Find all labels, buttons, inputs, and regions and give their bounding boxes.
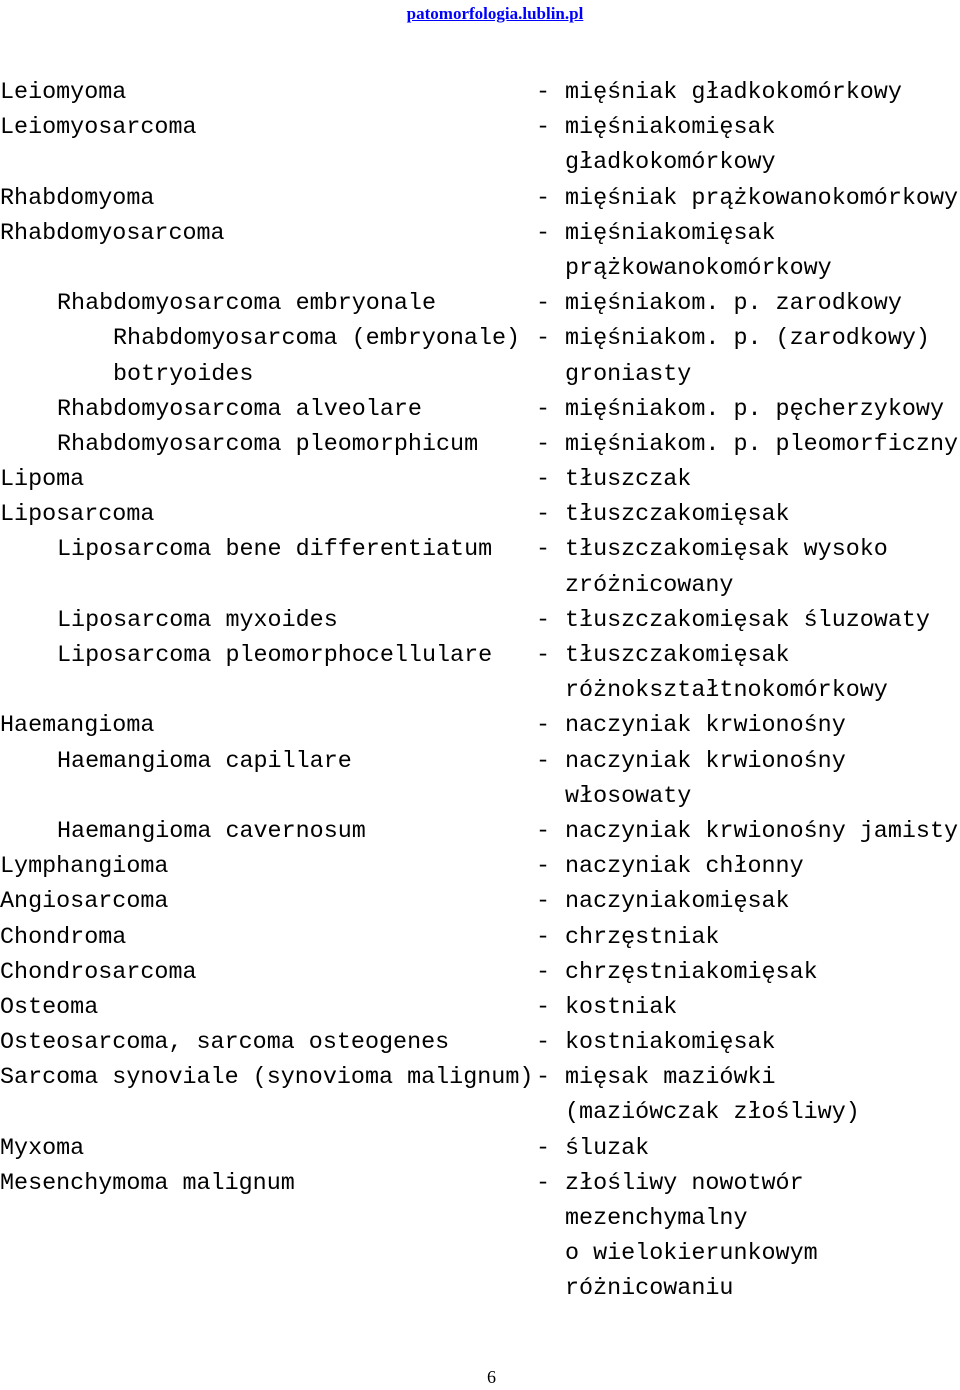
latin-term: Angiosarcoma [0,889,169,916]
term-row [0,674,960,709]
term-row [0,956,960,991]
term-row [0,358,960,393]
latin-term: Rhabdomyoma [0,185,155,212]
term-row [0,533,960,568]
term-row [0,1026,960,1061]
polish-term: tłuszczakomięsak śluzowaty [565,607,930,634]
polish-term: mięśniakom. p. pleomorficzny [565,431,959,458]
latin-term: Rhabdomyosarcoma (embryonale) [113,326,521,353]
polish-term: włosowaty [565,783,692,810]
polish-term: naczyniak chłonny [565,854,804,881]
latin-term: Liposarcoma bene differentiatum [57,537,493,564]
latin-term: Rhabdomyosarcoma embryonale [57,291,436,318]
polish-term: naczyniak krwionośny [565,748,846,775]
polish-term: (maziówczak złośliwy) [565,1100,860,1127]
polish-term: naczyniak krwionośny [565,713,846,740]
latin-term: Mesenchymoma malignum [0,1170,295,1197]
separator-dash: - [536,994,551,1021]
term-row [0,709,960,744]
separator-dash: - [536,115,551,142]
polish-term: zróżnicowany [565,572,734,599]
polish-term: mięśniakomięsak [565,220,776,247]
separator-dash: - [536,502,551,529]
polish-term: groniasty [565,361,692,388]
term-row [0,322,960,357]
polish-term: prążkowanokomórkowy [565,255,832,282]
separator-dash: - [536,467,551,494]
polish-term: różnokształtnokomórkowy [565,678,888,705]
term-row [0,1237,960,1272]
polish-term: tłuszczakomięsak wysoko [565,537,888,564]
term-row [0,146,960,181]
site-header-link[interactable]: patomorfologia.lublin.pl [406,4,584,23]
polish-term: mezenchymalny [565,1206,748,1232]
polish-term: mięśniakomięsak [565,115,776,142]
latin-term: Liposarcoma pleomorphocellulare [57,643,493,669]
separator-dash: - [536,1030,551,1057]
term-row [0,921,960,956]
polish-term: mięśniakom. p. pęcherzykowy [565,396,944,423]
latin-term: Leiomyoma [0,80,127,106]
separator-dash: - [536,854,551,881]
term-row [0,1167,960,1202]
term-row [0,252,960,287]
term-row [0,393,960,428]
separator-dash: - [536,818,551,845]
polish-term: naczyniak krwionośny jamisty [565,818,959,845]
term-row [0,1061,960,1096]
polish-term: różnicowaniu [565,1276,734,1303]
polish-term: naczyniakomięsak [565,889,790,916]
term-row [0,463,960,498]
separator-dash: - [536,185,551,212]
term-row [0,1202,960,1237]
polish-term: mięśniak gładkokomórkowy [565,80,902,106]
polish-term: śluzak [565,1135,650,1162]
separator-dash: - [536,959,551,986]
polish-term: tłuszczakomięsak [565,502,790,529]
polish-term: chrzęstniakomięsak [565,959,818,986]
latin-term: Rhabdomyosarcoma [0,220,225,247]
polish-term: złośliwy nowotwór [565,1170,804,1197]
latin-term: botryoides [113,361,254,388]
separator-dash: - [536,1135,551,1162]
term-row [0,569,960,604]
separator-dash: - [536,291,551,318]
separator-dash: - [536,924,551,951]
term-row [0,1096,960,1131]
latin-term: Osteosarcoma, sarcoma osteogenes [0,1030,450,1057]
term-row [0,428,960,463]
term-row [0,885,960,920]
page-number: 6 [487,1367,496,1387]
term-row [0,850,960,885]
latin-term: Rhabdomyosarcoma alveolare [57,396,422,423]
separator-dash: - [536,537,551,564]
polish-term: kostniak [565,994,678,1021]
separator-dash: - [536,396,551,423]
polish-term: chrzęstniak [565,924,720,951]
term-row [0,639,960,674]
term-row [0,111,960,146]
term-row [0,604,960,639]
term-row [0,287,960,322]
term-row [0,498,960,533]
latin-term: Rhabdomyosarcoma pleomorphicum [57,431,479,458]
separator-dash: - [536,1065,551,1092]
polish-term: mięśniakom. p. zarodkowy [565,291,902,318]
polish-term: kostniakomięsak [565,1030,776,1057]
term-row [0,217,960,252]
separator-dash: - [536,220,551,247]
latin-term: Chondroma [0,924,127,951]
separator-dash: - [536,607,551,634]
polish-term: mięsak maziówki [565,1065,776,1092]
separator-dash: - [536,713,551,740]
separator-dash: - [536,889,551,916]
separator-dash: - [536,643,551,669]
latin-term: Sarcoma synoviale (synovioma malignum) [0,1065,534,1092]
latin-term: Lipoma [0,467,85,494]
term-row [0,182,960,217]
latin-term: Myxoma [0,1135,85,1162]
polish-term: tłuszczak [565,467,692,494]
polish-term: mięśniakom. p. (zarodkowy) [565,326,930,353]
term-row [0,815,960,850]
term-row [0,745,960,780]
separator-dash: - [536,80,551,106]
latin-term: Leiomyosarcoma [0,115,197,142]
latin-term: Osteoma [0,994,99,1021]
latin-term: Haemangioma cavernosum [57,818,366,845]
latin-term: Liposarcoma [0,502,155,529]
separator-dash: - [536,748,551,775]
latin-term: Haemangioma capillare [57,748,352,775]
terms-list [0,76,960,1308]
latin-term: Liposarcoma myxoides [57,607,338,634]
separator-dash: - [536,326,551,353]
term-row [0,780,960,815]
latin-term: Chondrosarcoma [0,959,197,986]
separator-dash: - [536,431,551,458]
polish-term: tłuszczakomięsak [565,643,790,669]
polish-term: o wielokierunkowym [565,1241,818,1268]
term-row [0,1272,960,1307]
term-row [0,1132,960,1167]
polish-term: mięśniak prążkowanokomórkowy [565,185,959,212]
term-row [0,991,960,1026]
separator-dash: - [536,1170,551,1197]
polish-term: gładkokomórkowy [565,150,776,177]
latin-term: Haemangioma [0,713,155,740]
latin-term: Lymphangioma [0,854,169,881]
term-row [0,76,960,111]
